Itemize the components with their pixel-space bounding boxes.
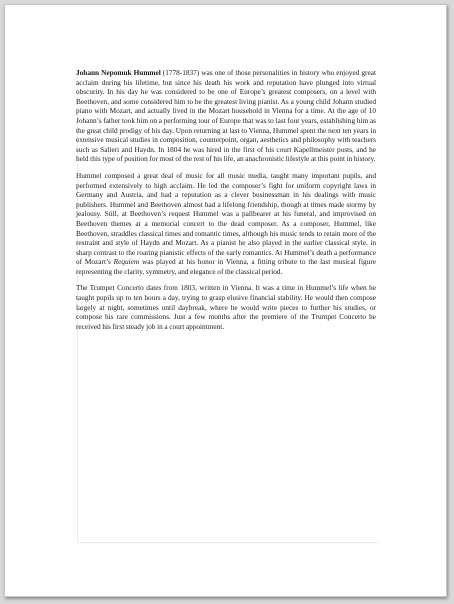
paragraph-1-text: (1778-1837) was one of those personalities in history who enjoyed great acclaim during his lifetime, but since his death his work and reputation have plunged into virtual obscurity. In his day he was considered to be one of Europe’s greatest composers, on a level with Beethoven, and some considered him to be the greatest living pianist. As a young child Johann studied piano with Mozart, and actually lived in the Mozart household in Vienna for a time. At the age of 10 Johann’s father took him on a performing tour of Europe that was to last four years, establishing him as the great child prodigy of his day. Upon returning at last to Vienna, Hummel spent the next ten years in extensive musical studies in composition, counterpoint, organ, aesthetics and philosophy with teachers such as Salieri and Haydn. In 1804 he was hired in the first of his court Kapellmeister posts, and he held this type of position for most of the rest of his life, an anachronistic lifestyle at this point in history. [76, 68, 376, 164]
paragraph-3 [76, 283, 376, 331]
requiem-title: Requiem [113, 257, 140, 267]
composer-name: Johann Nepomuk Hummel [76, 68, 161, 77]
document-body [76, 68, 376, 338]
paragraph-2-text-before: Hummel composed a great deal of music for all music media, taught many important pupils, and performed extensively to high acclaim. He led the composer’s fight for uniform copyright laws in Germany and Austria, and had a reputation as a clever businessman in his dealings with music publishers. Hummel and Beethoven almost had a lifelong friendship, though at times made stormy by jealousy. Still, at Beethoven’s request Hummel was a pallbearer at his funeral, and improvised on Beethoven themes at a memorial concert to the dead composer. As a composer, Hummel, like Beethoven, straddles classical times and romantic times, although his music tends to retain more of the restraint and style of Haydn and Mozart. As a pianist he also played in the earlier classical style, in sharp contrast to the roaring pianistic effects of the early romantics. At Hummel’s death a performance of Mozart’s [76, 170, 376, 267]
paragraph-2-text-after: was played at his honor in Vienna, a fitting tribute to the last musical figure representing the clarity, symmetry, and elegance of the classical period. [76, 257, 377, 276]
paragraph-2 [76, 171, 376, 277]
paragraph-3-text: The Trumpet Concerto dates from 1803, written in Vienna. It was a time in Hummel’s life when he taught pupils up to ten hours a day, trying to grasp elusive financial stability. He would then compose largely at night, sometimes until daybreak, where he would write pieces to further his studies, or compose his rare commissions. Just a few months after the premiere of the Trumpet Concerto he received his first steady job in a court appointment. [76, 283, 376, 331]
paragraph-1 [76, 68, 376, 164]
